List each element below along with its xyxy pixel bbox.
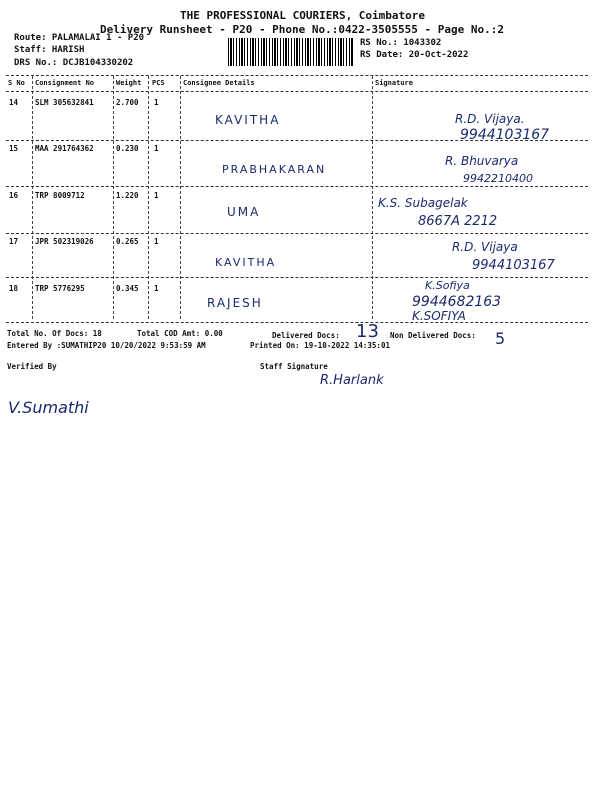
total-cod: Total COD Amt: 0.00: [137, 329, 223, 338]
row-signature: R.D. Vijaya.: [455, 112, 525, 126]
column-divider: [148, 76, 149, 319]
route-label: Route: PALAMALAI 1 - P20: [14, 33, 145, 43]
delivered-docs-label: Delivered Docs:: [272, 331, 340, 340]
verified-by-label: Verified By: [7, 362, 57, 371]
row-weight: 0.265: [116, 237, 139, 246]
verified-signature: V.Sumathi: [8, 398, 89, 417]
delivered-docs-count: 13: [356, 321, 379, 342]
row-sno: 15: [9, 144, 19, 153]
row-weight: 2.700: [116, 98, 139, 107]
row-consignment-no: JPR 502319026: [35, 237, 94, 246]
row-weight: 0.345: [116, 284, 139, 293]
row-separator: [6, 186, 588, 187]
row-signature-phone: 9944103167: [472, 258, 555, 273]
row-pcs: 1: [154, 237, 159, 246]
table-header-rule: [6, 91, 588, 92]
row-pcs: 1: [154, 144, 159, 153]
column-divider: [113, 76, 114, 319]
row-weight: 0.230: [116, 144, 139, 153]
row-signature: K.Sofiya: [425, 279, 470, 292]
drs-number: DRS No.: DCJB104330202: [14, 58, 134, 68]
row-signature-name: K.SOFIYA: [412, 309, 466, 323]
rs-number: RS No.: 1043302: [360, 38, 442, 48]
table-bottom-rule: [6, 322, 588, 323]
row-consignment-no: TRP 8009712: [35, 191, 85, 200]
col-header-sno: S No: [8, 79, 25, 87]
total-docs: Total No. Of Docs: 18: [7, 329, 102, 338]
col-header-consignee: Consignee Details: [183, 79, 255, 87]
row-pcs: 1: [154, 284, 159, 293]
doc-subtitle: Delivery Runsheet - P20 - Phone No.:0422-3505555 - Page No.:2: [100, 23, 504, 36]
row-consignee-name: KAVITHA: [215, 256, 277, 269]
row-consignee-name: RAJESH: [207, 296, 263, 310]
column-divider: [180, 76, 181, 319]
table-top-rule: [6, 75, 588, 76]
col-header-weight: Weight: [116, 79, 142, 87]
row-consignment-no: SLM 305632841: [35, 98, 94, 107]
staff-label: Staff: HARISH: [14, 45, 85, 55]
printed-on: Printed On: 19-10-2022 14:35:01: [250, 341, 390, 350]
row-pcs: 1: [154, 98, 159, 107]
column-divider: [32, 76, 33, 319]
row-signature: R.D. Vijaya: [452, 240, 518, 254]
row-sno: 18: [9, 284, 19, 293]
staff-signature: R.Harlank: [320, 373, 384, 388]
row-consignee-name: PRABHAKARAN: [222, 163, 327, 176]
non-delivered-docs-label: Non Delivered Docs:: [390, 331, 476, 340]
row-signature: K.S. Subagelak: [378, 196, 468, 210]
row-pcs: 1: [154, 191, 159, 200]
entered-by: Entered By :SUMATHIP20 10/20/2022 9:53:59 AM: [7, 341, 206, 350]
non-delivered-docs-count: 5: [495, 329, 506, 348]
row-sno: 16: [9, 191, 19, 200]
row-signature-phone: 9944682163: [412, 294, 502, 310]
rs-date: RS Date: 20-Oct-2022: [360, 50, 469, 60]
row-signature-phone: 8667A 2212: [418, 214, 498, 229]
row-signature-phone: 9942210400: [463, 172, 533, 185]
row-separator: [6, 233, 588, 234]
row-sno: 17: [9, 237, 19, 246]
doc-title: THE PROFESSIONAL COURIERS, Coimbatore: [180, 9, 426, 22]
barcode: [228, 38, 353, 66]
row-consignment-no: MAA 291764362: [35, 144, 94, 153]
staff-signature-label: Staff Signature: [260, 362, 328, 371]
row-weight: 1.220: [116, 191, 139, 200]
col-header-signature: Signature: [375, 79, 413, 87]
row-consignment-no: TRP 5776295: [35, 284, 85, 293]
row-separator: [6, 277, 588, 278]
row-sno: 14: [9, 98, 19, 107]
row-signature-phone: 9944103167: [460, 127, 550, 143]
col-header-consignment: Consignment No: [35, 79, 95, 87]
row-signature: R. Bhuvarya: [445, 154, 519, 168]
row-consignee-name: UMA: [227, 205, 261, 219]
row-separator: [6, 140, 588, 141]
col-header-pcs: PCS: [152, 79, 165, 87]
column-divider: [372, 76, 373, 319]
row-consignee-name: KAVITHA: [215, 113, 281, 127]
